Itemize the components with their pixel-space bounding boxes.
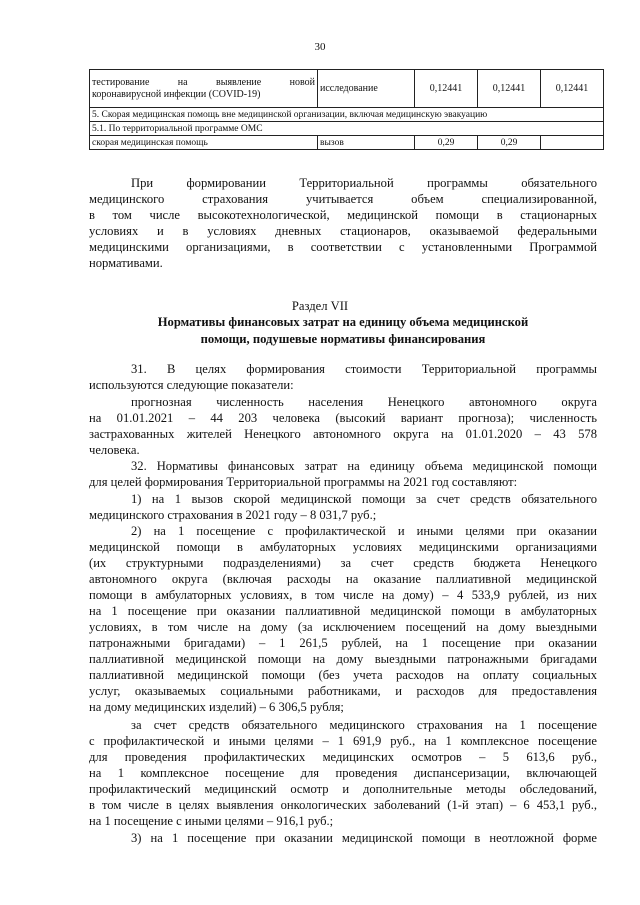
table-section-cell: 5. Скорая медицинская помощь вне медицинской организации, включая медицинскую эвакуацию [90,108,604,122]
text-line: 3) на 1 посещение при оказании медицинской помощи в неотложной форме [131,831,597,845]
paragraph-32 [89,458,597,490]
text-line: услуг, оказываемых социальными работниками, и расходов для предоставления [89,684,597,698]
text-line: на 01.01.2021 – 44 203 человека (высокий вариант прогноза); численность [89,411,597,425]
text-line: на 1 посещение при оказании паллиативной медицинской помощи в амбулаторных [89,604,597,618]
text-line: с профилактической и иными целями – 1 691,9 руб., на 1 комплексное посещение [89,734,597,748]
text-line: помощи в амбулаторных условиях, в том числе на дому) – 4 533,9 рублей, из них [89,588,597,602]
table-cell-unit: исследование [318,70,415,108]
name-line: коронавирусной инфекции (COVID-19) [92,88,261,100]
table-row [90,70,604,108]
text-line: медицинской помощи в амбулаторных условиях медицинскими организациями [89,540,597,554]
text-line: медицинского страхования в 2021 году – 8 031,7 руб.; [89,508,377,522]
text-line: (их структурными подразделениями) за счет средств бюджета Ненецкого [89,556,597,570]
paragraph-32-item-3 [89,830,597,846]
table-row [90,136,604,150]
text-line: медицинского страхования учитывается объем специализированной, [89,192,597,206]
table-cell-value: 0,12441 [415,70,478,108]
text-line: используются следующие показатели: [89,378,294,392]
text-line: на 1 посещение с иными целями – 916,1 руб.; [89,814,334,828]
table-cell-value: 0,29 [478,136,541,150]
table-cell-unit: вызов [318,136,415,150]
text-line: в том числе в целях выявления онкологических заболеваний (1-й этап) – 6 453,1 руб., [89,798,597,812]
text-line: для целей формирования Территориальной программы на 2021 год составляют: [89,475,518,489]
table-cell-name: скорая медицинская помощь [90,136,318,150]
paragraph-32-item-1 [89,491,597,523]
table-section-cell: 5.1. По территориальной программе ОМС [90,122,604,136]
section-title-line: помощи, подушевые нормативы финансирования [200,332,486,346]
text-line: 31. В целях формирования стоимости Территориальной программы [131,362,597,376]
paragraph-32-item-2 [89,523,597,715]
text-line: прогнозная численность населения Ненецкого автономного округа [131,395,597,409]
table-cell-value: 0,29 [415,136,478,150]
text-line: для проведения профилактических медицинских осмотров – 5 613,6 руб., [89,750,597,764]
text-line: условиях, в том числе на дому (за исключением посещений на дому выездными [89,620,597,634]
paragraph-31 [89,361,597,393]
name-line: тестирование на выявление новой [92,76,315,88]
table-cell-name [90,70,318,108]
text-line: застрахованных жителей Ненецкого автономного округа на 01.01.2020 – 43 578 [89,427,597,441]
text-line: условиях и в условиях дневных стационаров, оказываемой федеральными [89,224,597,238]
paragraph-31-forecast [89,394,597,458]
text-line: 1) на 1 вызов скорой медицинской помощи за счет средств обязательного [131,492,597,506]
section-title-line: Нормативы финансовых затрат на единицу объема медицинской [157,315,529,329]
text-line: паллиативной медицинской помощи (без учета расходов на оплату социальных [89,668,597,682]
table-cell-value: 0,12441 [541,70,604,108]
text-line: 32. Нормативы финансовых затрат на единицу объема медицинской помощи [131,459,597,473]
section-label: Раздел VII [291,299,349,313]
text-line: патронажными бригадами) – 1 261,5 рублей, на 1 посещение при оказании [89,636,597,650]
norms-table [89,69,604,150]
text-line: за счет средств обязательного медицинского страхования на 1 посещение [131,718,597,732]
page-number: 30 [314,41,326,53]
text-line: в том числе высокотехнологической, медицинской помощи в стационарных [89,208,597,222]
text-line: нормативами. [89,256,163,270]
text-line: человека. [89,443,140,457]
text-line: 2) на 1 посещение с профилактической и иными целями при оказании [131,524,597,538]
text-line: профилактический медицинский осмотр и дополнительные методы обследований, [89,782,597,796]
text-line: на дому медицинских изделий) – 6 306,5 рубля; [89,700,344,714]
table-cell-value [541,136,604,150]
table-row [90,122,604,136]
text-line: При формировании Территориальной программы обязательного [131,176,597,190]
intro-paragraph [89,175,597,271]
table-cell-value: 0,12441 [478,70,541,108]
text-line: паллиативной медицинской помощи на дому выездными патронажными бригадами [89,652,597,666]
paragraph-32-item-2-oms [89,717,597,829]
text-line: медицинскими организациями, в соответствии с установленными Программой [89,240,597,254]
table-row [90,108,604,122]
section-title [89,314,597,348]
text-line: на 1 комплексное посещение для проведения диспансеризации, включающей [89,766,597,780]
text-line: автономного округа (включая расходы на оказание паллиативной медицинской [89,572,597,586]
